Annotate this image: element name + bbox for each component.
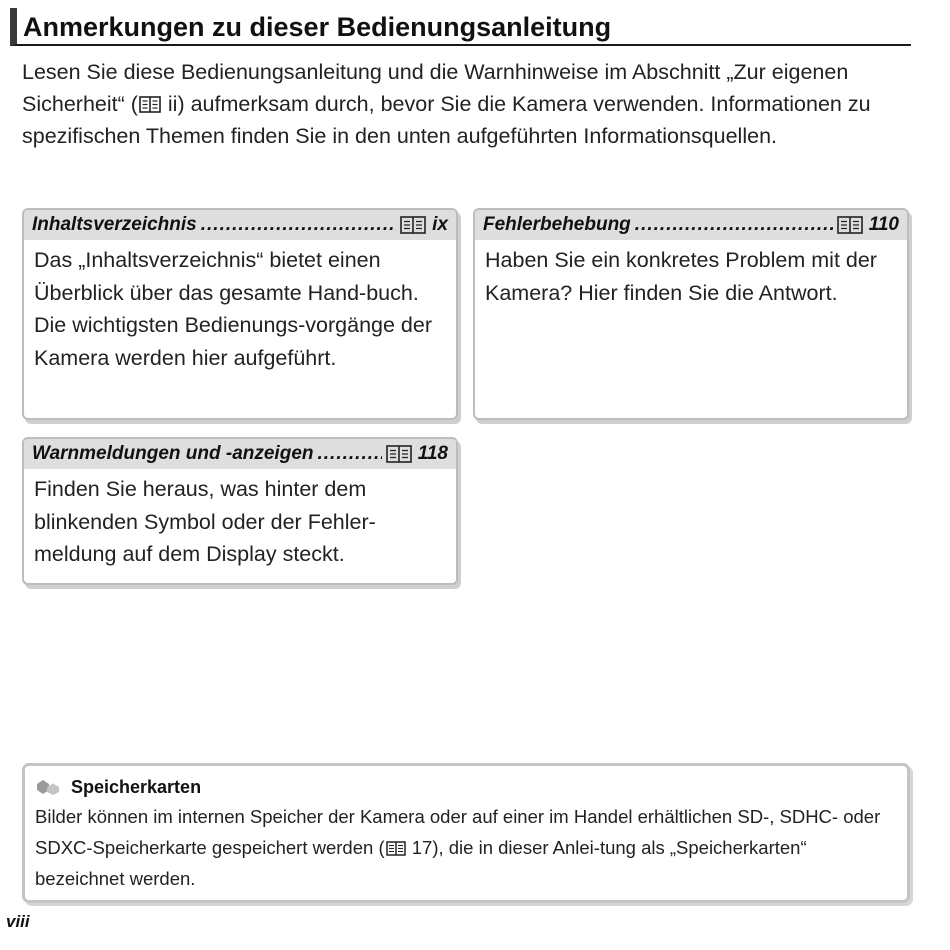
leader-dots <box>635 214 833 236</box>
section-body: Finden Sie heraus, was hinter dem blinkenden Symbol oder der Fehler-meldung auf dem Display steckt. <box>34 477 376 566</box>
note-header <box>35 774 897 800</box>
book-reference-icon <box>139 96 161 113</box>
book-reference-icon <box>400 216 426 234</box>
section-page-ref[interactable]: 118 <box>417 443 448 464</box>
leader-dots <box>201 214 396 236</box>
section-box-inhaltsverzeichnis <box>22 208 458 420</box>
section-box-warnmeldungen <box>22 437 458 585</box>
book-reference-icon <box>386 841 406 856</box>
memory-card-note-icon <box>35 778 63 796</box>
intro-ref: ii <box>167 92 178 116</box>
section-header <box>475 210 907 240</box>
section-heading[interactable]: Fehlerbehebung <box>483 214 631 235</box>
note-body <box>35 801 897 894</box>
intro-text-1: Lesen Sie diese Bedienungsanleitung und die Warnhinweise im Abschnitt „Zur eigenen Sicherheit“ ( <box>22 60 849 116</box>
section-page-ref[interactable]: ix <box>432 214 448 235</box>
book-reference-icon <box>837 216 863 234</box>
section-box-fehlerbehebung <box>473 208 909 420</box>
section-body: Haben Sie ein konkretes Problem mit der Kamera? Hier finden Sie die Antwort. <box>485 248 877 305</box>
note-heading: Speicherkarten <box>71 776 202 797</box>
note-text-1: Bilder können im internen Speicher der Kamera oder auf einer im Handel erhältlichen SD-, SDHC- oder SDXC-Speicherkarte gespeichert werden ( <box>35 806 881 858</box>
intro-paragraph <box>22 56 917 152</box>
section-body: Das „Inhaltsverzeichnis“ bietet einen Überblick über das gesamte Hand-buch. Die wichtigsten Bedienungs-vorgänge der Kamera werden hier aufgeführt. <box>34 248 432 370</box>
intro-text-2: ) aufmerksam durch, bevor Sie die Kamera verwenden. Informationen zu spezifischen Themen finden Sie in den unten aufgeführten Informationsquellen. <box>22 92 871 148</box>
memory-card-note <box>22 763 910 903</box>
page-title: Anmerkungen zu dieser Bedienungsanleitung <box>10 8 911 46</box>
section-heading[interactable]: Inhaltsverzeichnis <box>32 214 197 235</box>
book-reference-icon <box>386 445 412 463</box>
section-heading[interactable]: Warnmeldungen und -anzeigen <box>32 443 314 464</box>
section-header <box>24 439 456 469</box>
page-number: viii <box>6 912 30 931</box>
section-page-ref[interactable]: 110 <box>868 214 899 235</box>
note-text-2: ), die in dieser Anlei-tung als „Speicherkarten“ bezeichnet werden. <box>35 837 807 889</box>
note-ref[interactable]: 17 <box>411 837 433 858</box>
leader-dots <box>318 443 382 465</box>
section-header <box>24 210 456 240</box>
